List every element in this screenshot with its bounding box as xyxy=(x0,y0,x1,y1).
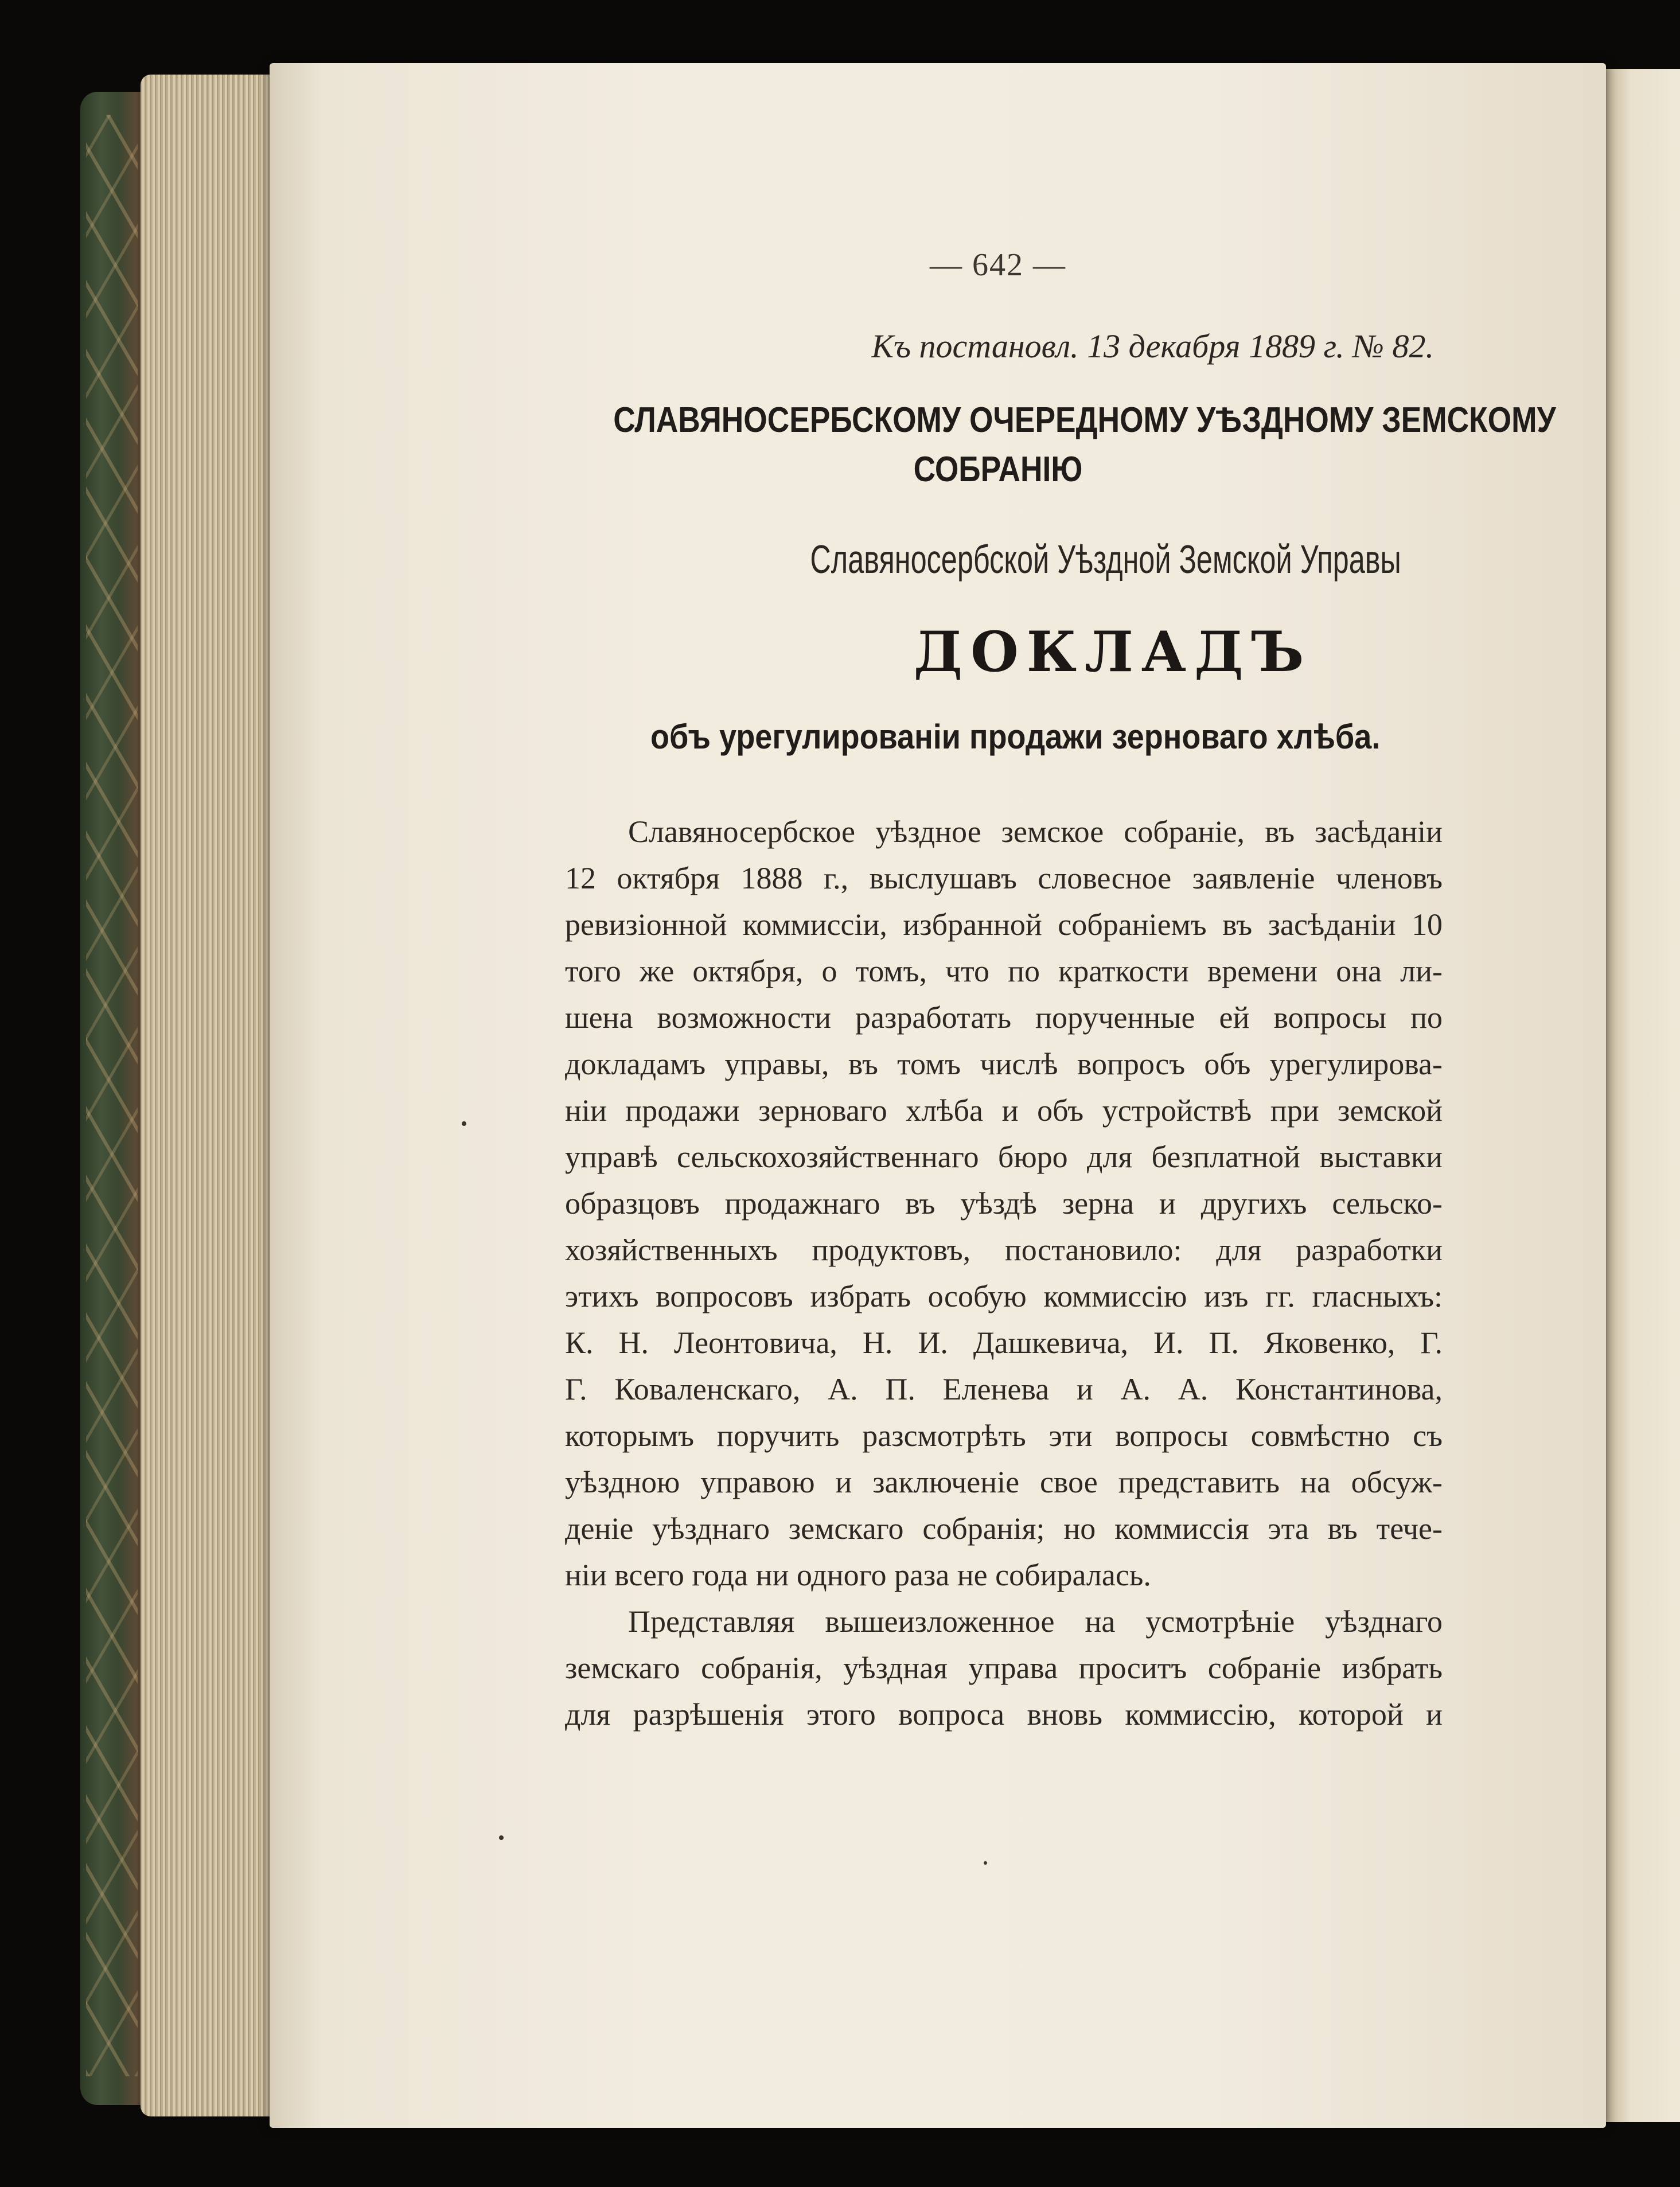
page-number: — 642 — xyxy=(930,247,1066,283)
text-line: шена возможности разработать порученные ей вопросы по xyxy=(565,1000,1443,1035)
text-line: ревизіонной коммиссіи, избранной собраніемъ въ засѣданіи 10 xyxy=(565,907,1443,942)
text-line: Представляя вышеизложенное на усмотрѣніе уѣзднаго xyxy=(628,1604,1443,1639)
text-line: земскаго собранія, уѣздная управа проситъ собраніе избрать xyxy=(565,1651,1443,1685)
text-line: деніе уѣзднаго земскаго собранія; но коммиссія эта въ тече- xyxy=(565,1511,1443,1546)
text-line: докладамъ управы, въ томъ числѣ вопросъ объ урегулирова- xyxy=(565,1047,1443,1081)
body-text xyxy=(565,809,1443,1738)
text-line: которымъ поручить разсмотрѣть эти вопросы совмѣстно съ xyxy=(565,1418,1443,1453)
resolution-reference: Къ постановл. 13 декабря 1889 г. № 82. xyxy=(871,328,1434,365)
page-edges xyxy=(141,75,278,2116)
heading-line: СЛАВЯНОСЕРБСКОМУ ОЧЕРЕДНОМУ УѢЗДНОМУ ЗЕМСКОМУ xyxy=(613,400,1556,440)
paper-speck xyxy=(499,1835,504,1840)
text-line: того же октября, о томъ, что по краткости времени она ли- xyxy=(565,954,1443,988)
facing-page-edge xyxy=(1597,69,1680,2122)
text-line: Г. Коваленскаго, А. П. Еленева и А. А. Константинова, xyxy=(565,1372,1443,1406)
paper-speck xyxy=(462,1121,466,1126)
text-line: ніи всего года ни одного раза не собиралась. xyxy=(565,1558,1151,1592)
text-line: уѣздною управою и заключеніе свое представить на обсуж- xyxy=(565,1465,1443,1499)
text-line: этихъ вопросовъ избрать особую коммиссію изъ гг. гласныхъ: xyxy=(565,1279,1443,1313)
text-line: К. Н. Леонтовича, Н. И. Дашкевича, И. П. Яковенко, Г. xyxy=(565,1326,1443,1360)
text-line: для разрѣшенія этого вопроса вновь коммиссію, которой и xyxy=(565,1697,1443,1732)
text-line: 12 октября 1888 г., выслушавъ словесное заявленіе членовъ xyxy=(565,861,1443,895)
report-topic: объ урегулированіи продажи зерноваго хлѣба. xyxy=(650,718,1381,756)
paper-speck xyxy=(984,1861,987,1865)
text-line: ніи продажи зерноваго хлѣба и объ устройствѣ при земской xyxy=(565,1093,1443,1128)
heading-line: СОБРАНІЮ xyxy=(913,450,1083,489)
issuer-subheading: Славяносербской Уѣздной Земской Управы xyxy=(810,537,1401,582)
addressee-heading xyxy=(613,396,1556,494)
document-title: ДОКЛАДЪ xyxy=(913,619,1312,684)
text-line: хозяйственныхъ продуктовъ, постановило: для разработки xyxy=(565,1233,1443,1267)
text-line: управѣ сельскохозяйственнаго бюро для безплатной выставки xyxy=(565,1140,1443,1174)
text-line: Славяносербское уѣздное земское собраніе, въ засѣданіи xyxy=(628,814,1443,849)
text-line: образцовъ продажнаго въ уѣздѣ зерна и другихъ сельско- xyxy=(565,1186,1443,1221)
spine-decoration xyxy=(86,115,138,2076)
